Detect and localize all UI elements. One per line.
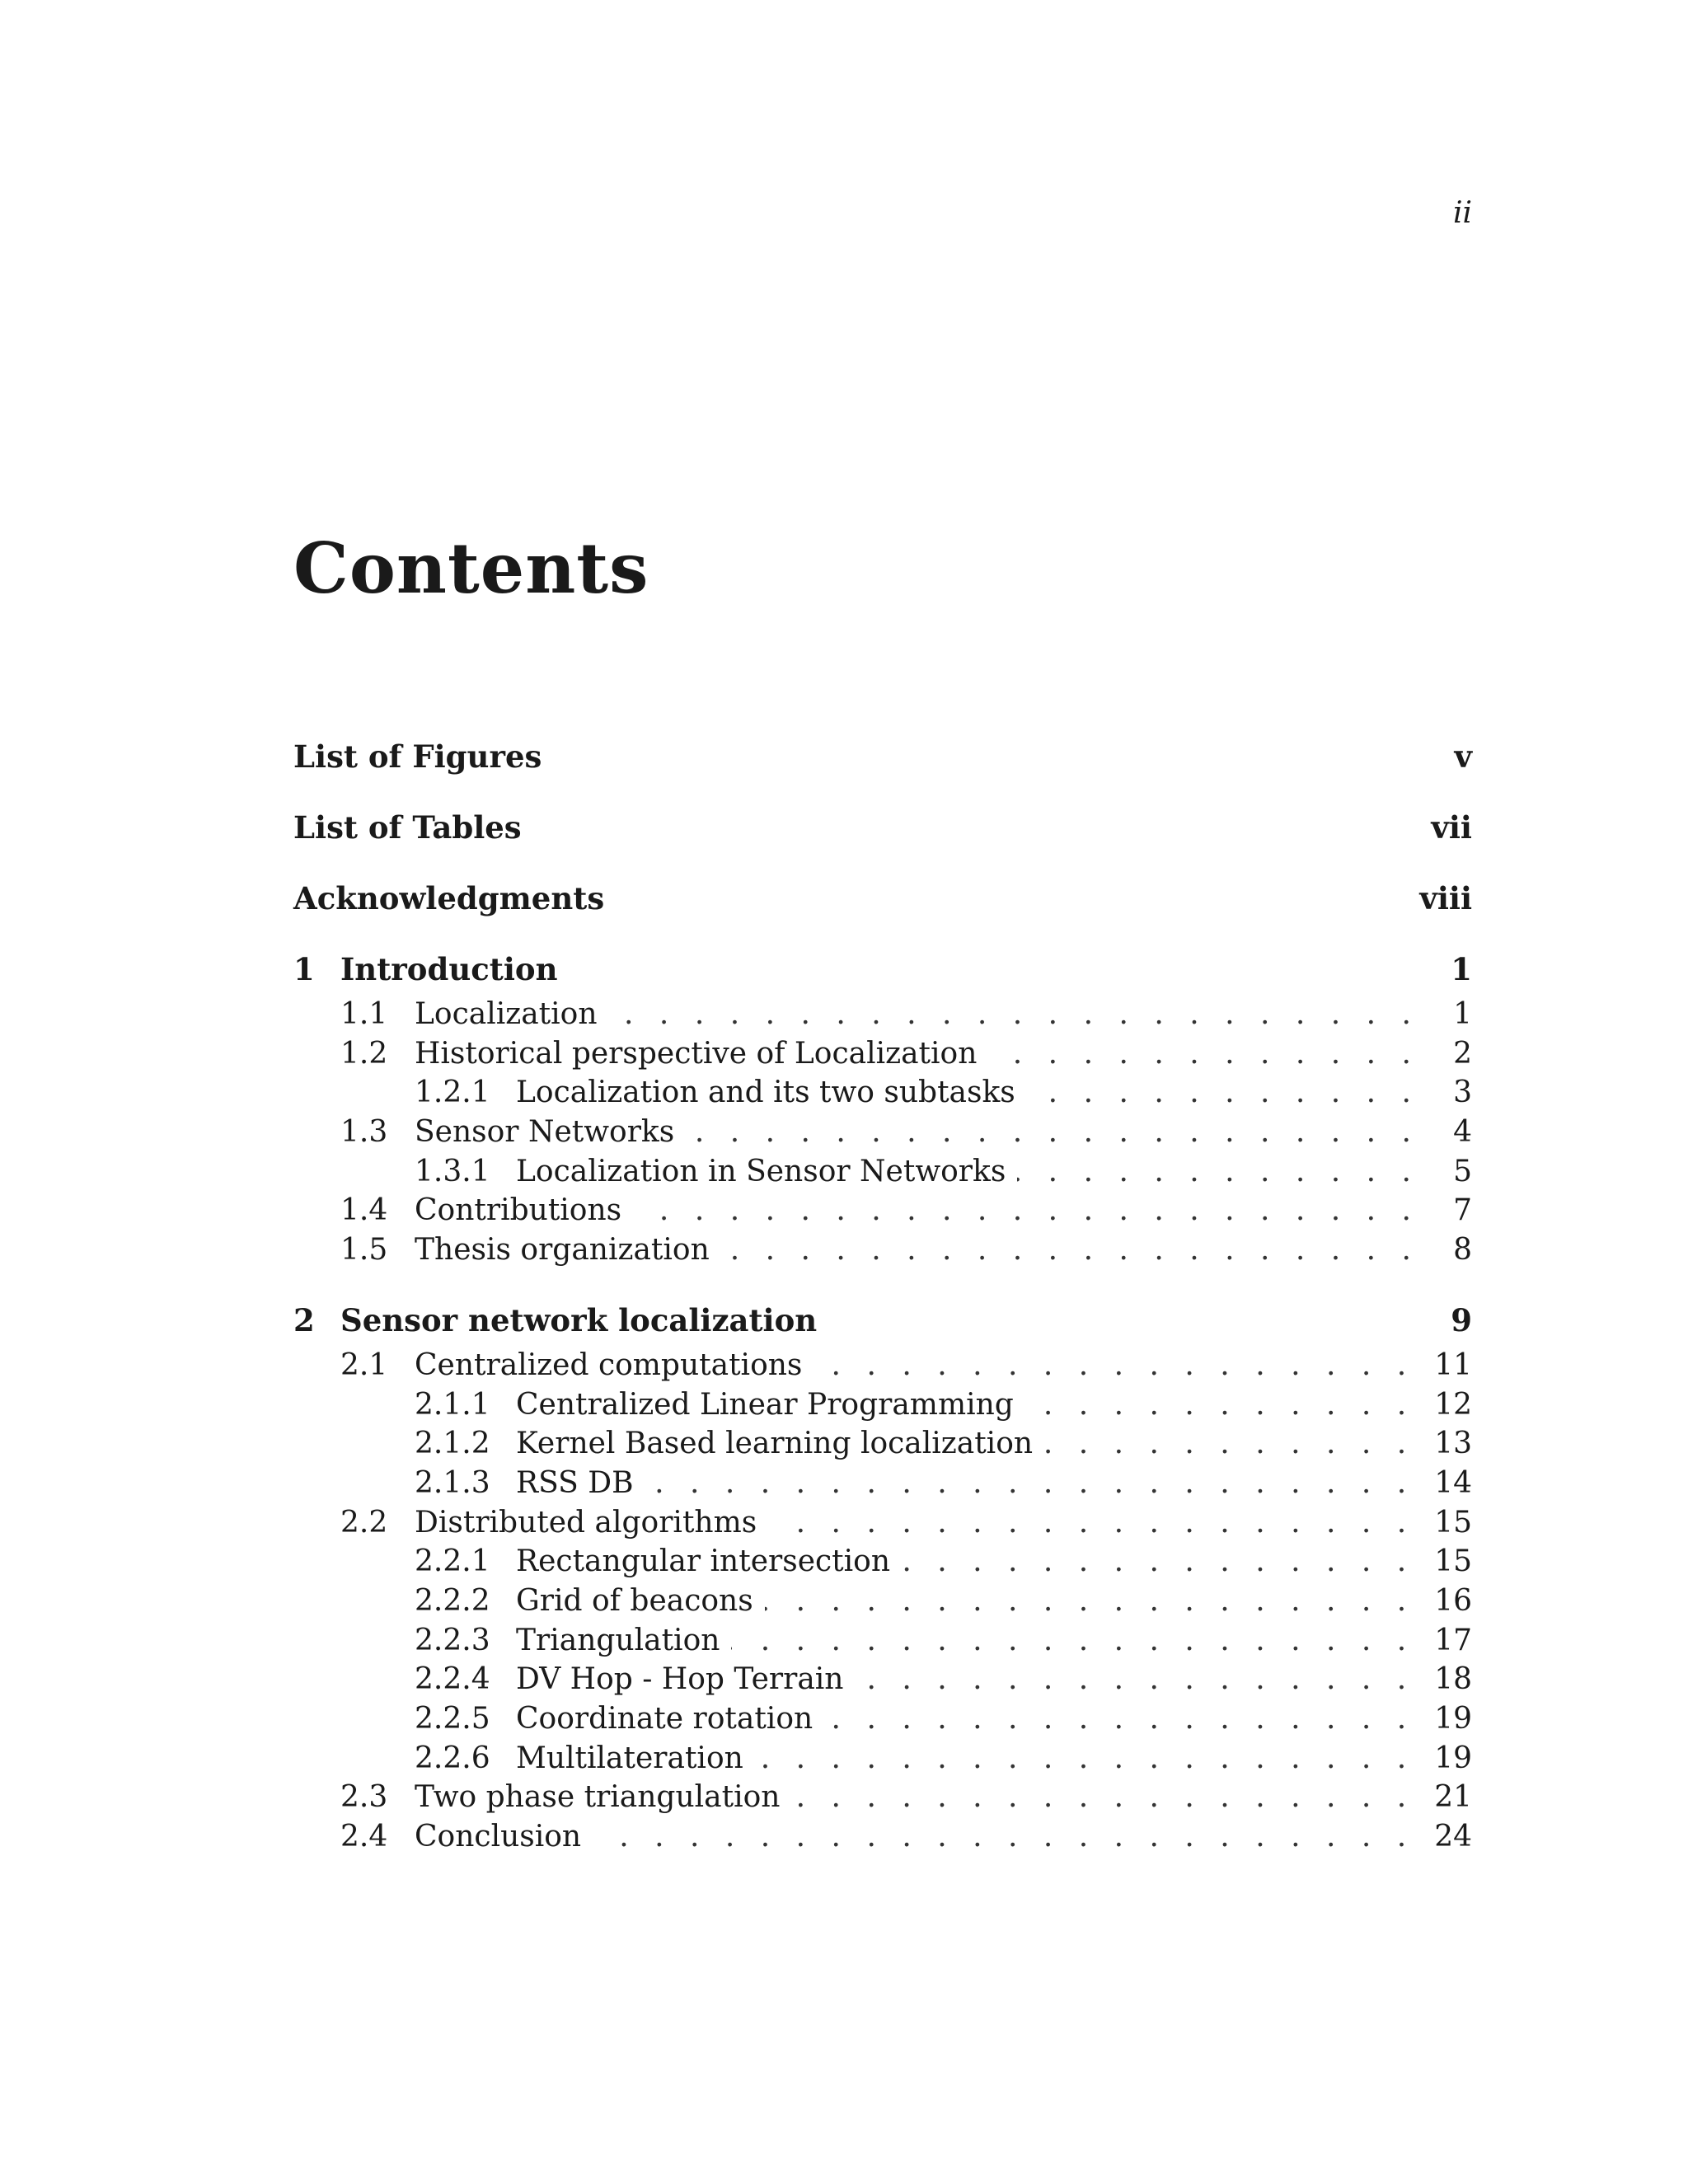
section-page: 19: [1434, 1702, 1472, 1736]
toc-subsection[interactable]: [293, 1076, 1472, 1115]
section-title: Localization: [415, 997, 598, 1031]
dot-leader: [824, 1702, 1414, 1736]
section-title: Multilateration: [516, 1741, 743, 1775]
toc-subsection[interactable]: [293, 1544, 1472, 1584]
section-title: Centralized Linear Programming: [516, 1387, 1014, 1422]
section-title: Sensor Networks: [415, 1115, 675, 1150]
section-number: 2.2.4: [415, 1662, 490, 1697]
toc-section[interactable]: [293, 1780, 1472, 1820]
chapter-title: Sensor network localization: [340, 1301, 818, 1338]
toc-subsection[interactable]: [293, 1741, 1472, 1781]
dot-leader: [1044, 1427, 1414, 1460]
section-title: Two phase triangulation: [415, 1780, 781, 1815]
section-number: 2.3: [340, 1780, 388, 1815]
toc-entry-title: List of Tables: [293, 809, 522, 846]
section-number: 2.1.3: [415, 1465, 490, 1500]
section-title: Coordinate rotation: [516, 1702, 814, 1736]
dot-leader: [1027, 1076, 1419, 1109]
section-page: 8: [1453, 1233, 1472, 1268]
toc-section[interactable]: [293, 1506, 1472, 1545]
dot-leader: [609, 997, 1419, 1031]
section-title: Kernel Based learning localization: [516, 1427, 1034, 1461]
dot-leader: [755, 1741, 1414, 1775]
table-of-contents: [293, 738, 1472, 1859]
toc-entry-page: vii: [1431, 809, 1472, 846]
section-number: 1.1: [340, 997, 388, 1031]
toc-subsection[interactable]: [293, 1427, 1472, 1466]
section-title: Historical perspective of Localization: [415, 1036, 978, 1071]
toc-subsection[interactable]: [293, 1702, 1472, 1741]
section-page: 5: [1453, 1154, 1472, 1188]
toc-subsection[interactable]: [293, 1662, 1472, 1702]
toc-entry-page: v: [1454, 738, 1472, 775]
section-title: Thesis organization: [415, 1233, 710, 1268]
section-page: 12: [1434, 1387, 1472, 1422]
dot-leader: [686, 1115, 1419, 1149]
toc-section[interactable]: [293, 1115, 1472, 1155]
section-page: 3: [1453, 1076, 1472, 1110]
toc-chapter-heading[interactable]: [293, 1302, 1472, 1348]
toc-section[interactable]: [293, 1193, 1472, 1233]
section-page: 13: [1434, 1427, 1472, 1461]
dot-leader: [731, 1624, 1414, 1657]
page-number: ii: [1452, 196, 1472, 230]
section-number: 2.1.1: [415, 1387, 490, 1422]
dot-leader: [814, 1348, 1414, 1382]
section-number: 1.2: [340, 1036, 388, 1071]
toc-entry-title: Acknowledgments: [293, 880, 605, 916]
toc-subsection[interactable]: [293, 1624, 1472, 1663]
section-title: Centralized computations: [415, 1347, 803, 1382]
dot-leader: [765, 1584, 1414, 1618]
section-number: 1.3: [340, 1115, 388, 1150]
section-page: 24: [1434, 1820, 1472, 1854]
dot-leader: [593, 1820, 1414, 1854]
toc-section[interactable]: [293, 1233, 1472, 1272]
dot-leader: [856, 1662, 1415, 1696]
chapter-title: Introduction: [340, 951, 558, 987]
dot-leader: [633, 1193, 1419, 1227]
toc-chapter-heading[interactable]: [293, 951, 1472, 997]
section-title: Conclusion: [415, 1820, 582, 1854]
section-title: Localization in Sensor Networks: [516, 1154, 1006, 1188]
section-number: 1.2.1: [415, 1076, 490, 1110]
toc-section[interactable]: [293, 1037, 1472, 1076]
section-title: Distributed algorithms: [415, 1505, 757, 1540]
toc-subsection[interactable]: [293, 1388, 1472, 1427]
dot-leader: [902, 1544, 1414, 1578]
toc-chapter: [293, 951, 1472, 1272]
section-page: 7: [1453, 1193, 1472, 1228]
section-page: 15: [1434, 1544, 1472, 1579]
section-page: 4: [1453, 1115, 1472, 1150]
section-number: 2.2.6: [415, 1741, 490, 1775]
toc-entry-page: viii: [1419, 880, 1472, 916]
chapter-number: 2: [293, 1301, 315, 1338]
toc-entry-acknowledgments[interactable]: [293, 880, 1472, 951]
section-page: 18: [1434, 1662, 1472, 1697]
section-number: 2.2.1: [415, 1544, 490, 1579]
toc-entry-list-of-tables[interactable]: [293, 809, 1472, 880]
section-page: 11: [1434, 1347, 1472, 1382]
section-page: 17: [1434, 1623, 1472, 1657]
section-page: 14: [1434, 1465, 1472, 1500]
section-title: Rectangular intersection: [516, 1544, 891, 1579]
section-number: 1.5: [340, 1233, 388, 1268]
section-number: 2.1: [340, 1347, 388, 1382]
section-number: 2.2.5: [415, 1702, 490, 1736]
section-title: RSS DB: [516, 1465, 634, 1500]
section-number: 1.3.1: [415, 1154, 490, 1188]
dot-leader: [988, 1037, 1419, 1071]
toc-entry-list-of-figures[interactable]: [293, 738, 1472, 809]
section-page: 16: [1434, 1583, 1472, 1618]
toc-section[interactable]: [293, 997, 1472, 1037]
section-title: Localization and its two subtasks: [516, 1076, 1015, 1110]
section-page: 2: [1453, 1036, 1472, 1071]
dot-leader: [768, 1506, 1414, 1540]
toc-section[interactable]: [293, 1348, 1472, 1388]
section-page: 15: [1434, 1505, 1472, 1540]
section-title: DV Hop - Hop Terrain: [516, 1662, 844, 1697]
section-number: 2.1.2: [415, 1427, 490, 1461]
section-page: 19: [1434, 1741, 1472, 1775]
chapter-page: 9: [1451, 1301, 1472, 1338]
toc-chapter: [293, 1302, 1472, 1859]
section-number: 2.2: [340, 1505, 388, 1540]
dot-leader: [645, 1466, 1415, 1500]
section-page: 21: [1434, 1780, 1472, 1815]
toc-subsection[interactable]: [293, 1584, 1472, 1624]
section-title: Contributions: [415, 1193, 622, 1228]
section-title: Triangulation: [516, 1623, 720, 1657]
dot-leader: [1025, 1388, 1414, 1422]
toc-section[interactable]: [293, 1820, 1472, 1859]
dot-leader: [721, 1233, 1419, 1267]
toc-entry-title: List of Figures: [293, 738, 542, 775]
dot-leader: [1017, 1155, 1419, 1188]
dot-leader: [791, 1780, 1414, 1814]
chapter-page: 1: [1451, 951, 1472, 987]
section-title: Grid of beacons: [516, 1583, 753, 1618]
section-number: 2.2.3: [415, 1623, 490, 1657]
section-number: 2.4: [340, 1820, 388, 1854]
chapter-number: 1: [293, 951, 315, 987]
section-number: 2.2.2: [415, 1583, 490, 1618]
toc-subsection[interactable]: [293, 1466, 1472, 1506]
section-page: 1: [1453, 997, 1472, 1031]
toc-subsection[interactable]: [293, 1155, 1472, 1194]
page-title: Contents: [293, 527, 649, 609]
section-number: 1.4: [340, 1193, 388, 1228]
